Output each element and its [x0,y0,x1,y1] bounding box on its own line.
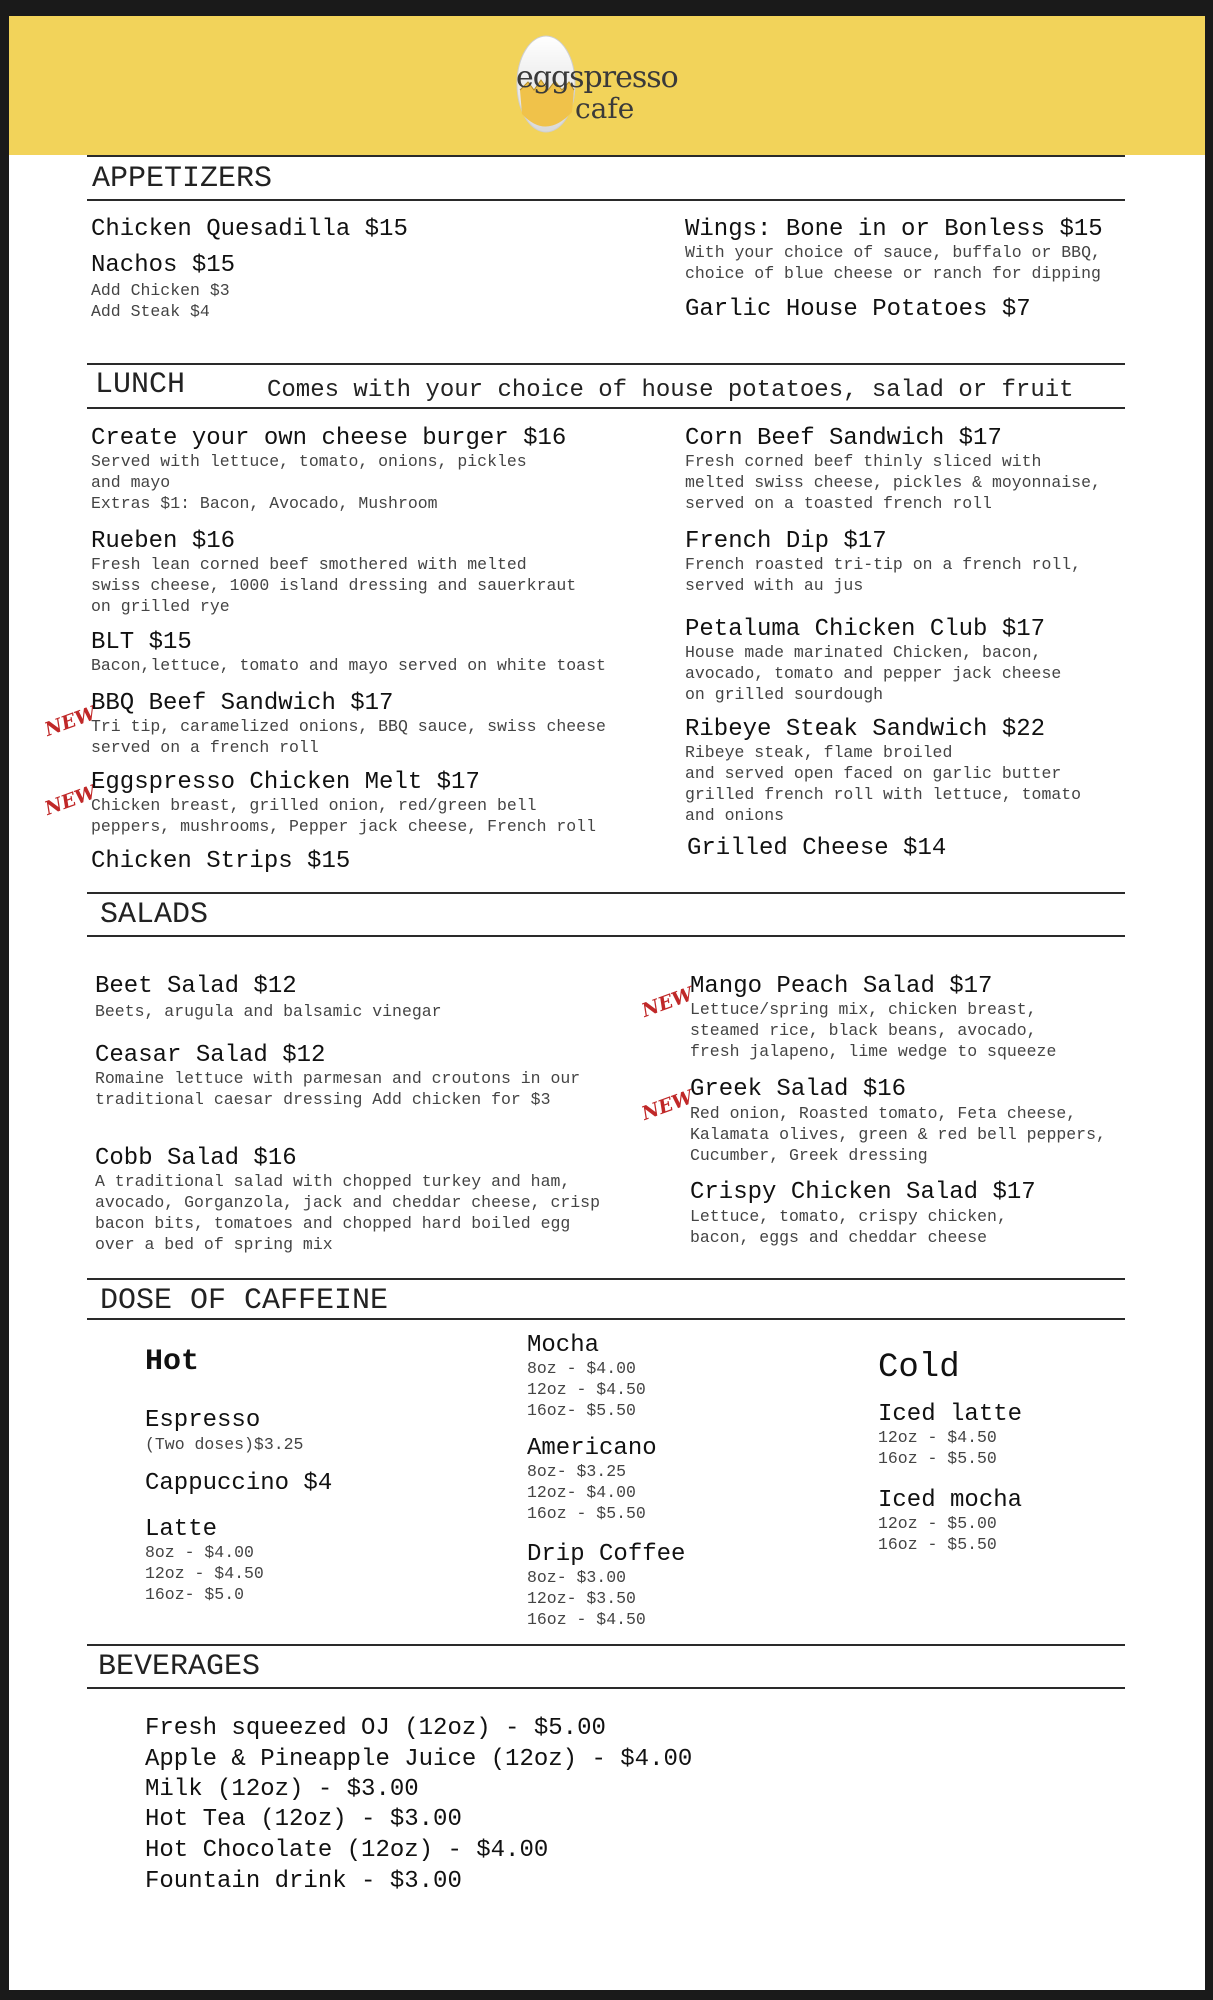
section-title-caffeine: DOSE OF CAFFEINE [100,1284,389,1318]
new-badge: NEW [41,702,100,741]
divider [87,407,1125,409]
item-description: With your choice of sauce, buffalo or BBQ, choice of blue cheese or ranch for dipping [685,243,1101,283]
item-sizes: 8oz- $3.25 12oz- $4.00 16oz - $5.50 [527,1462,646,1523]
menu-item-bbq-beef: BBQ Beef Sandwich $17 [91,690,394,717]
menu-item-beet-salad: Beet Salad $12 [95,973,297,1000]
logo-text-secondary: cafe [575,92,635,125]
item-sizes: 8oz - $4.00 12oz - $4.50 16oz- $5.0 [145,1543,264,1604]
menu-item-mango-peach-salad: Mango Peach Salad $17 [690,973,993,1000]
beverage-item: Milk (12oz) - $3.00 [145,1776,419,1803]
beverage-item: Hot Tea (12oz) - $3.00 [145,1806,462,1833]
section-subtitle-lunch: Comes with your choice of house potatoes, salad or fruit [267,377,1074,404]
item-description: Romaine lettuce with parmesan and croutons in our traditional caesar dressing Add chicken for $3 [95,1069,581,1109]
menu-item-burger: Create your own cheese burger $16 [91,425,567,452]
item-sizes: 12oz - $5.00 16oz - $5.50 [878,1514,997,1554]
menu-item-greek-salad: Greek Salad $16 [690,1076,907,1103]
divider [87,892,1125,894]
menu-item-crispy-chicken-salad: Crispy Chicken Salad $17 [690,1179,1036,1206]
item-description: French roasted tri-tip on a french roll, served with au jus [685,555,1082,595]
menu-item-rueben: Rueben $16 [91,528,236,555]
item-description: Lettuce/spring mix, chicken breast, steamed rice, black beans, avocado, fresh jalapeno, lime wedge to squeeze [690,1000,1057,1061]
menu-item-grilled-cheese: Grilled Cheese $14 [687,835,947,862]
divider [87,1687,1125,1689]
menu-item-mocha: Mocha [527,1332,600,1359]
item-sizes: 8oz- $3.00 12oz- $3.50 16oz - $4.50 [527,1568,646,1629]
item-sizes: 12oz - $4.50 16oz - $5.50 [878,1428,997,1468]
item-description: Chicken breast, grilled onion, red/green bell peppers, mushrooms, Pepper jack cheese, French roll [91,796,596,836]
divider [87,1278,1125,1280]
menu-item-latte: Latte [145,1516,218,1543]
menu-item-french-dip: French Dip $17 [685,528,887,555]
menu-item-petaluma: Petaluma Chicken Club $17 [685,616,1046,643]
divider [87,1318,1125,1320]
beverage-item: Fresh squeezed OJ (12oz) - $5.00 [145,1715,606,1742]
divider [87,199,1125,201]
menu-item-iced-latte: Iced latte [878,1401,1023,1428]
menu-item-cappuccino: Cappuccino $4 [145,1470,333,1497]
section-title-beverages: BEVERAGES [98,1650,261,1684]
item-description: Bacon,lettuce, tomato and mayo served on white toast [91,656,606,675]
menu-item-nachos: Nachos $15 [91,252,236,279]
menu-item-ceasar-salad: Ceasar Salad $12 [95,1042,326,1069]
beverage-item: Hot Chocolate (12oz) - $4.00 [145,1837,549,1864]
divider [87,1644,1125,1646]
category-cold: Cold [878,1349,960,1387]
item-description: Fresh corned beef thinly sliced with melted swiss cheese, pickles & moyonnaise, served on a toasted french roll [685,452,1101,513]
menu-item-quesadilla: Chicken Quesadilla $15 [91,216,408,243]
item-description: Red onion, Roasted tomato, Feta cheese, Kalamata olives, green & red bell peppers, Cucumber, Greek dressing [690,1104,1106,1165]
item-description: Tri tip, caramelized onions, BBQ sauce, swiss cheese served on a french roll [91,717,606,757]
item-description: Ribeye steak, flame broiled and served open faced on garlic butter grilled french roll with lettuce, tomato and onions [685,743,1082,825]
header-band [9,16,1205,155]
item-sizes: 8oz - $4.00 12oz - $4.50 16oz- $5.50 [527,1359,646,1420]
menu-item-potatoes: Garlic House Potatoes $7 [685,296,1031,323]
menu-page [9,16,1205,1990]
section-title-lunch: LUNCH [95,368,186,402]
category-hot: Hot [145,1345,200,1379]
item-description: Lettuce, tomato, crispy chicken, bacon, eggs and cheddar cheese [690,1207,1007,1247]
new-badge: NEW [41,781,100,820]
menu-item-ribeye: Ribeye Steak Sandwich $22 [685,716,1046,743]
menu-item-chicken-strips: Chicken Strips $15 [91,848,351,875]
item-description: A traditional salad with chopped turkey and ham, avocado, Gorganzola, jack and cheddar cheese, crisp bacon bits, tomatoes and chopped hard boiled egg over a bed of spring mix [95,1172,600,1254]
menu-item-espresso: Espresso [145,1407,261,1434]
menu-item-corn-beef: Corn Beef Sandwich $17 [685,425,1002,452]
menu-item-chicken-melt: Eggspresso Chicken Melt $17 [91,769,480,796]
item-description: Beets, arugula and balsamic vinegar [95,1002,442,1021]
menu-item-drip-coffee: Drip Coffee [527,1541,686,1568]
menu-item-blt: BLT $15 [91,629,192,656]
menu-item-iced-mocha: Iced mocha [878,1487,1023,1514]
section-title-appetizers: APPETIZERS [92,162,273,196]
section-title-salads: SALADS [100,898,209,932]
item-description: Fresh lean corned beef smothered with melted swiss cheese, 1000 island dressing and sauerkraut on grilled rye [91,555,577,616]
logo-text-primary: eggspresso [516,60,678,95]
item-description: (Two doses)$3.25 [145,1435,304,1454]
divider [87,363,1125,365]
item-description: Served with lettuce, tomato, onions, pickles and mayo Extras $1: Bacon, Avocado, Mushroom [91,452,527,513]
new-badge: NEW [638,1086,697,1125]
menu-item-cobb-salad: Cobb Salad $16 [95,1145,297,1172]
logo [514,32,704,142]
divider [87,935,1125,937]
menu-item-americano: Americano [527,1435,657,1462]
divider [87,155,1125,157]
new-badge: NEW [638,983,697,1022]
beverage-item: Apple & Pineapple Juice (12oz) - $4.00 [145,1746,693,1773]
menu-item-wings: Wings: Bone in or Bonless $15 [685,216,1103,243]
item-description: Add Chicken $3 Add Steak $4 [91,281,230,321]
item-description: House made marinated Chicken, bacon, avocado, tomato and pepper jack cheese on grilled sourdough [685,643,1062,704]
beverage-item: Fountain drink - $3.00 [145,1868,462,1895]
